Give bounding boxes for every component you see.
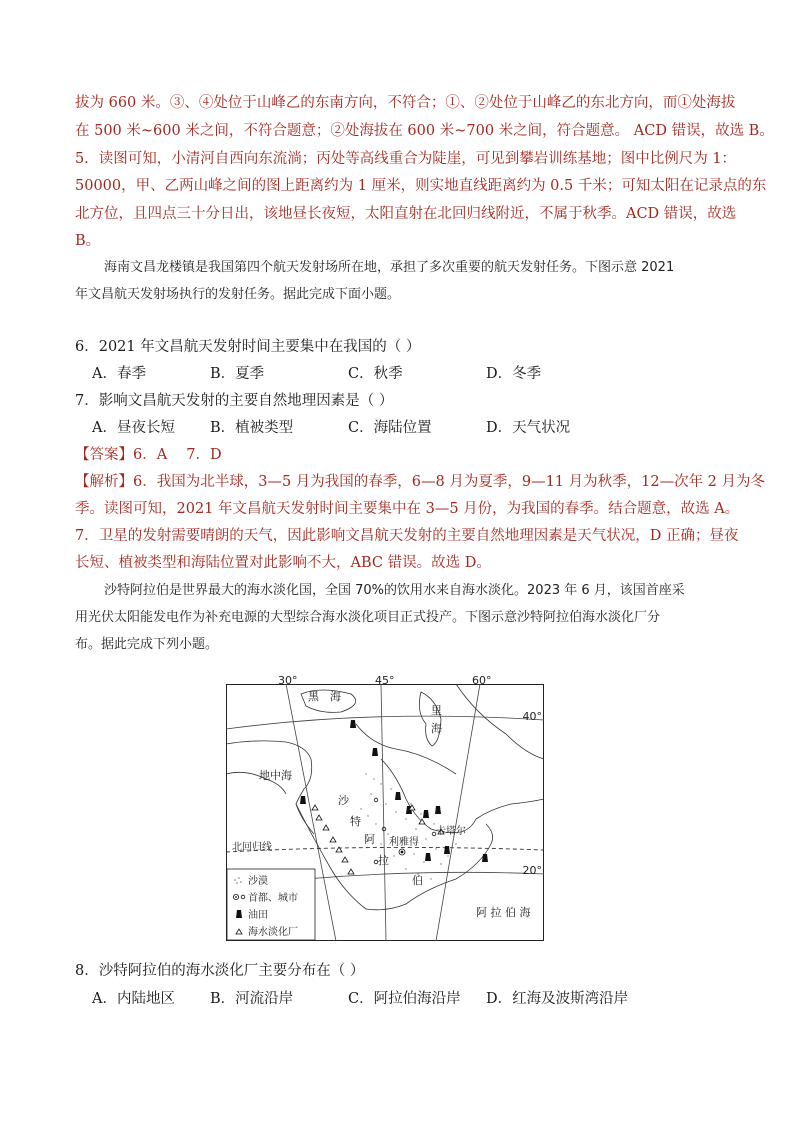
label-lat-40: 40° — [522, 710, 542, 723]
question-7-option-c[interactable]: C．海陆位置 — [348, 420, 432, 436]
answer-row — [75, 445, 222, 465]
answer-5-line-5: 北方位，且四点三十分日出，该地昼长夜短，太阳直射在北回归线附近，不属于秋季。ACD 错误，故选 — [75, 206, 737, 222]
answer-5-line-6: B。 — [75, 233, 101, 249]
label-saudi-2: 特 — [350, 815, 361, 828]
label-lon-30: 30° — [278, 674, 298, 687]
answer-5-line-1: 拔为 660 米。③、④处位于山峰乙的东南方向，不符合；①、②处位于山峰乙的东北方向，而①处海拔 — [75, 95, 736, 111]
question-6-option-c[interactable]: C．秋季 — [348, 366, 403, 382]
oil-field-icon — [350, 720, 356, 728]
oil-field-icon — [423, 810, 429, 818]
question-6-option-b[interactable]: B．夏季 — [210, 366, 265, 382]
label-saudi-3: 阿 — [364, 833, 375, 846]
intro-launch-line-1: 海南文昌龙楼镇是我国第四个航天发射场所在地，承担了多次重要的航天发射任务。下图示意 2021 — [104, 260, 675, 275]
question-6-option-a[interactable]: A．春季 — [92, 366, 146, 382]
question-8-stem: 8．沙特阿拉伯的海水淡化厂主要分布在（ ） — [75, 963, 365, 979]
riyadh-capital-dot — [401, 851, 403, 853]
legend-oil-icon — [236, 910, 242, 918]
label-caspian-1: 里 — [431, 704, 442, 717]
label-black-sea: 黑 海 — [308, 690, 341, 703]
label-lat-20: 20° — [522, 864, 542, 877]
intro-desal-line-2: 用光伏太阳能发电作为补充电源的大型综合海水淡化项目正式投产。下图示意沙特阿拉伯海水淡化厂分 — [75, 610, 661, 625]
label-saudi-5: 伯 — [412, 874, 423, 887]
label-arabian-sea: 阿 拉 伯 海 — [476, 906, 531, 919]
analysis-line-2: 季。读图可知，2021 年文昌航天发射时间主要集中在 3—5 月份，为我国的春季。结合题意，故选 A。 — [75, 501, 740, 517]
label-riyadh: 利雅得 — [389, 837, 419, 848]
answer-5-line-2: 在 500 米~600 米之间，不符合题意；②处海拔在 600 米~700 米之间，符合题意。 ACD 错误，故选 B。 — [75, 123, 774, 139]
oil-field-icon — [395, 792, 401, 800]
question-7-option-b[interactable]: B．植被类型 — [210, 420, 294, 436]
intro-launch-line-2: 年文昌航天发射场执行的发射任务。据此完成下面小题。 — [75, 287, 401, 302]
label-saudi-1: 沙 — [338, 794, 349, 807]
question-8-option-a[interactable]: A．内陆地区 — [92, 991, 175, 1007]
label-lon-45: 45° — [375, 674, 395, 687]
oil-field-icon — [482, 854, 488, 862]
oil-field-icon — [425, 853, 431, 861]
label-saudi-4: 拉 — [378, 854, 389, 867]
question-6-stem: 6．2021 年文昌航天发射时间主要集中在我国的（ ） — [75, 339, 421, 355]
oil-field-icon — [372, 748, 378, 756]
label-caspian-2: 海 — [431, 722, 442, 735]
label-qatar: 卡塔尔 — [436, 826, 466, 837]
analysis-line-1 — [75, 472, 765, 492]
answer-text: 6．A 7．D — [133, 447, 222, 463]
analysis-text-1: 6．我国为北半球，3—5 月为我国的春季，6—8 月为夏季，9—11 月为秋季，12—次年 2 月为冬 — [133, 474, 766, 490]
label-lon-60: 60° — [472, 674, 492, 687]
intro-desal-line-3: 布。据此完成下列小题。 — [75, 637, 219, 652]
legend-capital-dot — [235, 896, 237, 898]
answer-5-line-3: 5．读图可知，小清河自西向东流淌；丙处等高线重合为陡崖，可见到攀岩训练基地；图中比例尺为 1： — [75, 151, 737, 167]
answer-label: 【答案】 — [75, 447, 133, 463]
question-7-stem: 7．影响文昌航天发射的主要自然地理因素是（ ） — [75, 393, 394, 409]
map-legend — [227, 869, 315, 940]
saudi-arabia-desalination-map — [226, 674, 544, 941]
legend-oil-label: 油田 — [248, 910, 268, 921]
legend-city-label: 首都、城市 — [248, 893, 298, 904]
question-8-option-c[interactable]: C．阿拉伯海沿岸 — [348, 991, 461, 1007]
legend-plant-label: 海水淡化厂 — [248, 927, 298, 938]
label-mediterranean: 地中海 — [259, 769, 292, 782]
oil-field-icon — [444, 846, 450, 854]
oil-field-icon — [435, 806, 441, 814]
label-tropic-of-cancer: 北回归线 — [232, 842, 272, 853]
analysis-label: 【解析】 — [75, 474, 133, 490]
intro-desal-line-1: 沙特阿拉伯是世界最大的海水淡化国，全国 70%的饮用水来自海水淡化。2023 年 6 月，该国首座采 — [104, 583, 685, 598]
oil-field-icon — [300, 796, 306, 804]
question-7-option-d[interactable]: D．天气状况 — [486, 420, 571, 436]
question-8-option-b[interactable]: B．河流沿岸 — [210, 991, 294, 1007]
question-7-option-a[interactable]: A．昼夜长短 — [92, 420, 175, 436]
analysis-line-4: 长短、植被类型和海陆位置对此影响不大，ABC 错误。故选 D。 — [75, 555, 491, 571]
analysis-line-3: 7．卫星的发射需要晴朗的天气，因此影响文昌航天发射的主要自然地理因素是天气状况，D 正确；昼夜 — [75, 528, 739, 544]
answer-5-line-4: 50000，甲、乙两山峰之间的图上距离约为 1 厘米，则实地直线距离约为 0.5 千米；可知太阳在记录点的东 — [75, 178, 767, 194]
question-8-option-d[interactable]: D．红海及波斯湾沿岸 — [486, 991, 629, 1007]
question-6-option-d[interactable]: D．冬季 — [486, 366, 542, 382]
legend-desert-label: 沙漠 — [248, 876, 268, 887]
